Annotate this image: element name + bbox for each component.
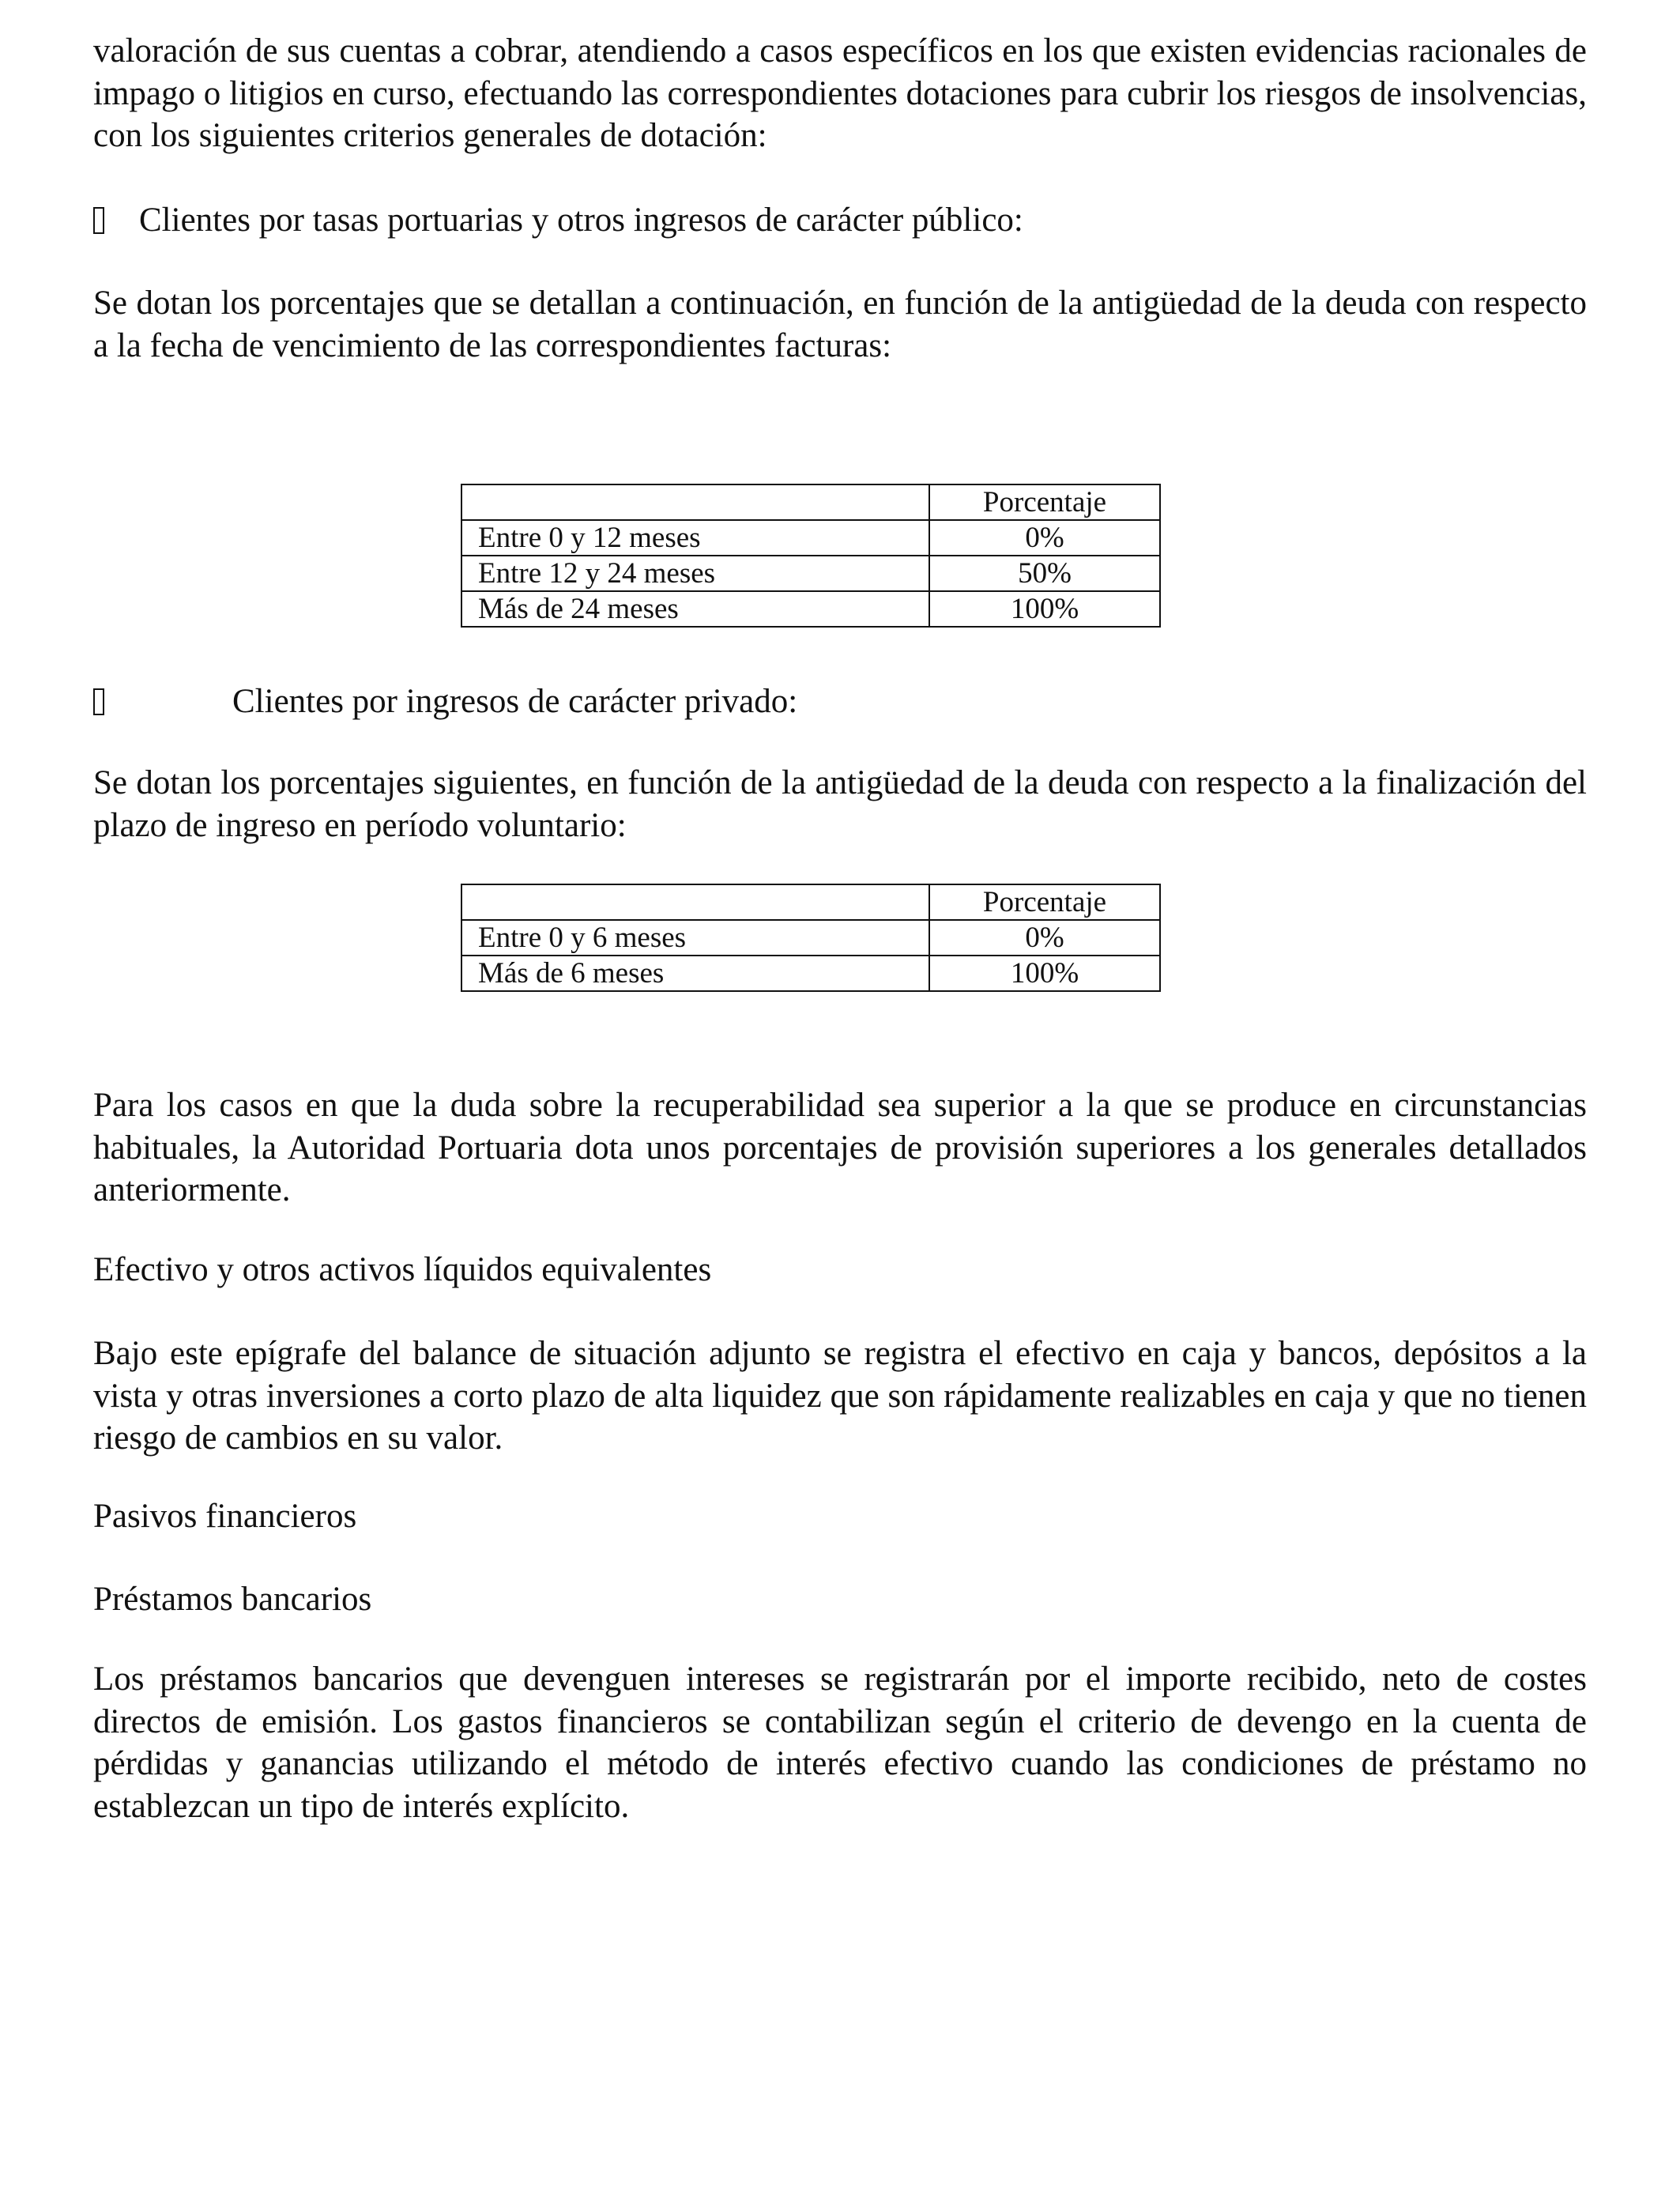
heading-pasivos-financieros: Pasivos financieros xyxy=(93,1498,357,1535)
table-cell-percentage: 0% xyxy=(929,920,1160,956)
table-header-cell xyxy=(461,484,929,520)
heading-efectivo: Efectivo y otros activos líquidos equivalentes xyxy=(93,1251,712,1288)
table-header-row xyxy=(461,484,1160,520)
table-cell-percentage: 50% xyxy=(929,556,1160,591)
table-cell-period: Más de 6 meses xyxy=(461,956,929,991)
table-row xyxy=(461,920,1160,956)
table-cell-percentage: 100% xyxy=(929,591,1160,627)
table-porcentajes-publicos xyxy=(461,484,1161,628)
paragraph-dotacion-publica: Se dotan los porcentajes que se detallan a continuación, en función de la antigüedad de la deuda con respecto a la fecha de vencimiento de las correspondientes facturas: xyxy=(93,285,1587,364)
bullet-marker-icon xyxy=(93,207,104,234)
paragraph-valoracion: valoración de sus cuentas a cobrar, atendiendo a casos específicos en los que existen evidencias racionales de impago o litigios en curso, efectuando las correspondientes dotaciones para cubrir los riesgos de insolvencias, con los siguientes criterios generales de dotación: xyxy=(93,32,1587,154)
table-porcentajes-privados xyxy=(461,884,1161,992)
bullet-clientes-privados xyxy=(93,680,1587,723)
bullet-clientes-publicos-label: Clientes por tasas portuarias y otros ingresos de carácter público: xyxy=(139,202,1023,239)
bullet-marker-icon xyxy=(93,688,104,715)
table-header-row xyxy=(461,884,1160,920)
paragraph-provision-superior: Para los casos en que la duda sobre la recuperabilidad sea superior a la que se produce en circunstancias habituales, la Autoridad Portuaria dota unos porcentajes de provisión superiores a los generales detallados anteriormente. xyxy=(93,1087,1587,1208)
table-cell-period: Entre 12 y 24 meses xyxy=(461,556,929,591)
bullet-clientes-publicos xyxy=(93,199,1587,242)
table-cell-period: Entre 0 y 12 meses xyxy=(461,520,929,556)
heading-prestamos-bancarios: Préstamos bancarios xyxy=(93,1581,372,1618)
bullet-clientes-privados-label: Clientes por ingresos de carácter privado: xyxy=(232,683,798,720)
table-header-cell: Porcentaje xyxy=(929,884,1160,920)
paragraph-efectivo: Bajo este epígrafe del balance de situación adjunto se registra el efectivo en caja y bancos, depósitos a la vista y otras inversiones a corto plazo de alta liquidez que son rápidamente realizables en caja y que no tienen riesgo de cambios en su valor. xyxy=(93,1335,1587,1457)
table-cell-percentage: 100% xyxy=(929,956,1160,991)
table-header-cell: Porcentaje xyxy=(929,484,1160,520)
paragraph-prestamos: Los préstamos bancarios que devenguen intereses se registrarán por el importe recibido, neto de costes directos de emisión. Los gastos financieros se contabilizan según el criterio de devengo en la cuenta de pérdidas y ganancias utilizando el método de interés efectivo cuando las condiciones de préstamo no establezcan un tipo de interés explícito. xyxy=(93,1661,1587,1825)
table-cell-period: Más de 24 meses xyxy=(461,591,929,627)
table-row xyxy=(461,591,1160,627)
table-row xyxy=(461,556,1160,591)
paragraph-dotacion-privada: Se dotan los porcentajes siguientes, en función de la antigüedad de la deuda con respecto a la finalización del plazo de ingreso en período voluntario: xyxy=(93,764,1587,844)
table-row xyxy=(461,520,1160,556)
table-cell-period: Entre 0 y 6 meses xyxy=(461,920,929,956)
table-row xyxy=(461,956,1160,991)
table-header-cell xyxy=(461,884,929,920)
table-cell-percentage: 0% xyxy=(929,520,1160,556)
